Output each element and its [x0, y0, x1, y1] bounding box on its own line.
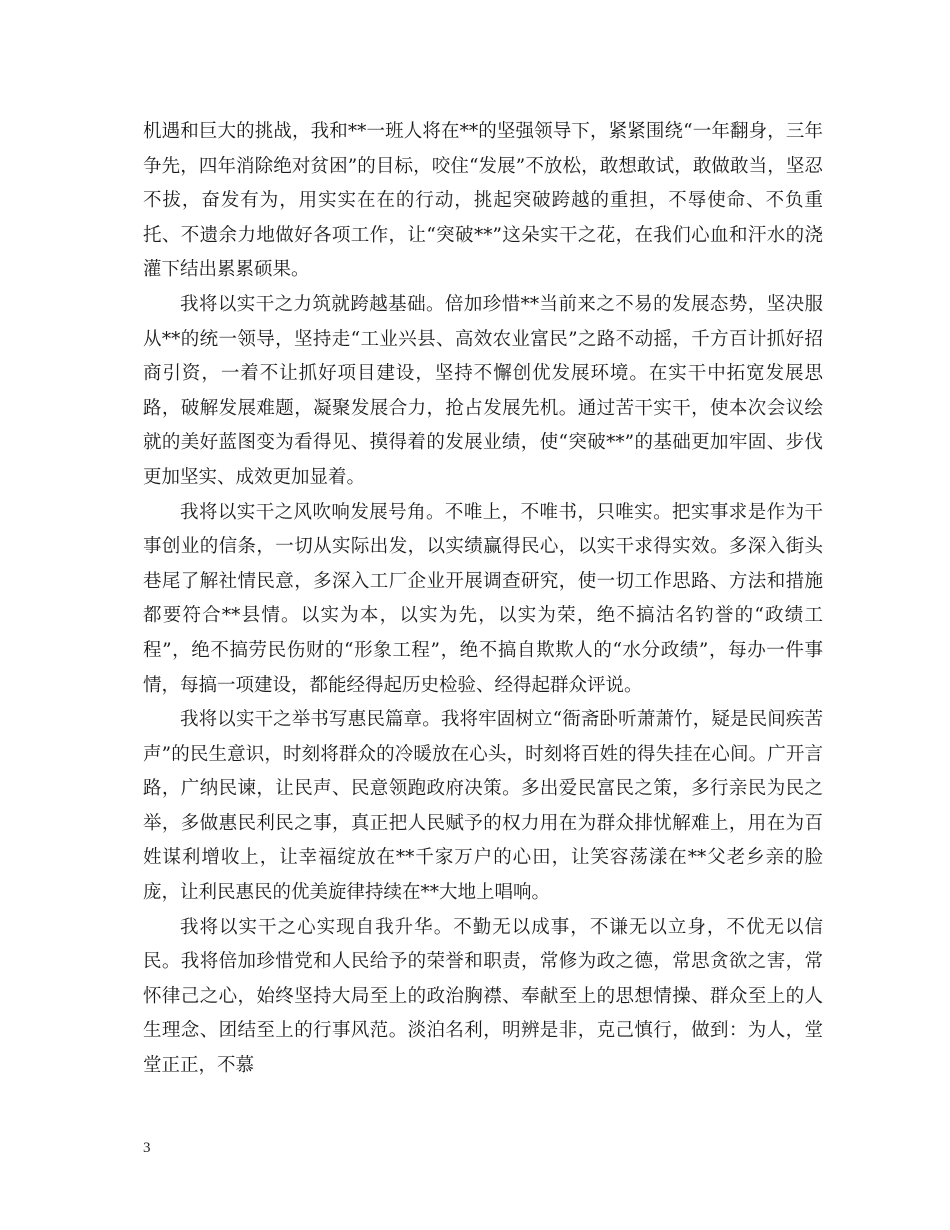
document-body: [143, 115, 823, 1084]
paragraph-continuation: 机遇和巨大的挑战，我和**一班人将在**的坚强领导下，紧紧围绕“一年翻身，三年争先，四年消除绝对贫困”的目标，咬住“发展”不放松，敢想敢试，敢做敢当，坚忍不拔，奋发有为，用实实在在的行动，挑起突破跨越的重担，不辱使命、不负重托、不遗余力地做好各项工作，让“突破**”这朵实干之花，在我们心血和汗水的浇灌下结出累累硕果。: [143, 121, 823, 281]
paragraph-livelihood: 我将以实干之举书写惠民篇章。我将牢固树立“衙斋卧听萧萧竹，疑是民间疾苦声”的民生意识，时刻将群众的冷暖放在心头，时刻将百姓的得失挂在心间。广开言路，广纳民谏，让民声、民意领跑政府决策。多出爱民富民之策，多行亲民为民之举，多做惠民利民之事，真正把人民赋予的权力用在为群众排忧解难上，用在为百姓谋利增收上，让幸福绽放在**千家万户的心田，让笑容荡漾在**父老乡亲的脸庞，让利民惠民的优美旋律持续在**大地上唱响。: [143, 709, 823, 904]
page-number: 3: [143, 1140, 151, 1156]
paragraph-foundation: 我将以实干之力筑就跨越基础。倍加珍惜**当前来之不易的发展态势，坚决服从**的统一领导，坚持走“工业兴县、高效农业富民”之路不动摇，千方百计抓好招商引资，一着不让抓好项目建设，坚持不懈创优发展环境。在实干中拓宽发展思路，破解发展难题，凝聚发展合力，抢占发展先机。通过苦干实干，使本次会议绘就的美好蓝图变为看得见、摸得着的发展业绩，使“突破**”的基础更加牢固、步伐更加坚实、成效更加显着。: [143, 293, 823, 488]
paragraph-self-improvement: 我将以实干之心实现自我升华。不勤无以成事，不谦无以立身，不优无以信民。我将倍加珍惜党和人民给予的荣誉和职责，常修为政之德，常思贪欲之害，常怀律己之心，始终坚持大局至上的政治胸襟、奉献至上的思想情操、群众至上的人生理念、团结至上的行事风范。淡泊名利，明辨是非，克己慎行，做到：为人，堂堂正正，不慕: [143, 916, 823, 1077]
paragraph-work-style: 我将以实干之风吹响发展号角。不唯上，不唯书，只唯实。把实事求是作为干事创业的信条，一切从实际出发，以实绩赢得民心，以实干求得实效。多深入街头巷尾了解社情民意，多深入工厂企业开展调查研究，使一切工作思路、方法和措施都要符合**县情。以实为本，以实为先，以实为荣，绝不搞沽名钓誉的“政绩工程”，绝不搞劳民伤财的“形象工程”，绝不搞自欺欺人的“水分政绩”，每办一件事情，每搞一项建设，都能经得起历史检验、经得起群众评说。: [143, 501, 823, 696]
